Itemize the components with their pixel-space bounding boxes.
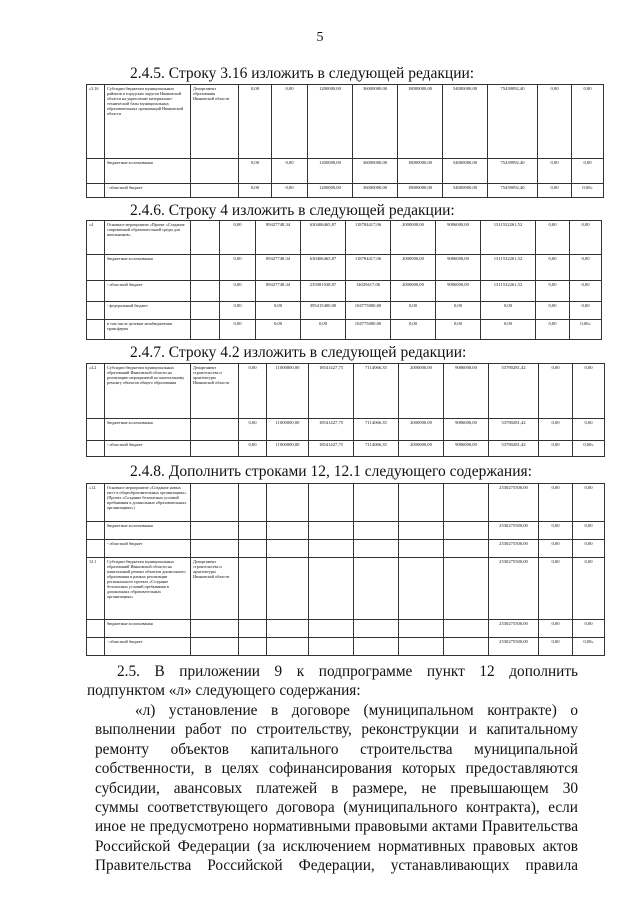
text-line: Российской Федерации (за исключением нормативных правовых актов <box>95 837 578 855</box>
cell-no <box>87 184 105 198</box>
cell-value: 2530275500,00 <box>489 638 539 656</box>
table-row <box>87 419 605 441</box>
cell-value: 0,00 <box>573 419 605 441</box>
cell-name: - областной бюджет <box>105 540 191 558</box>
cell-executor <box>191 540 239 558</box>
cell-value: 0,00 <box>220 281 256 302</box>
cell-value: 0,00 <box>391 320 436 340</box>
cell-value: 54000000,00 <box>443 159 488 184</box>
text-line: субсидии, авансовых платежей в размере, не превышающем 30 <box>95 779 578 797</box>
cell-value: 18000000,00 <box>398 85 443 159</box>
cell-value: 395415400,00 <box>301 302 346 320</box>
cell-value: 1200000,00 <box>308 184 353 198</box>
cell-no: «12. <box>87 484 105 522</box>
cell-no <box>87 540 105 558</box>
cell-value: 7114066,35 <box>354 441 399 457</box>
cell-value: 1311532261,52 <box>481 255 536 281</box>
cell-value: 89427748,34 <box>256 255 301 281</box>
table-rows-12 <box>86 483 605 656</box>
cell-value: 0,00» <box>570 320 602 340</box>
cell-value: 9086000,00 <box>444 419 489 441</box>
cell-name: бюджетные ассигнования <box>105 419 191 441</box>
cell-value: 0,00 <box>256 320 301 340</box>
cell-name: Субсидии бюджетам муниципальных образований Ивановской области на реализацию мероприятий по капитальному ремонту объектов общего образования <box>105 364 191 419</box>
cell-value: 53780281,42 <box>489 419 539 441</box>
cell-value: 630406465,87 <box>301 255 346 281</box>
cell-value: 2530275500,00 <box>489 558 539 620</box>
cell-value: 75439092,40 <box>488 85 538 159</box>
cell-value: 0,00 <box>573 364 605 419</box>
cell-value: 9086000,00 <box>444 441 489 457</box>
text-line: подпунктом «л» следующего содержания: <box>87 682 361 700</box>
cell-executor <box>191 184 239 198</box>
cell-value: 9086000,00 <box>444 364 489 419</box>
cell-executor <box>191 221 220 255</box>
cell-value: 14029417,06 <box>346 281 391 302</box>
cell-value: 0,00 <box>573 484 605 522</box>
cell-name: бюджетные ассигнования <box>105 255 191 281</box>
cell-no: 12.1 <box>87 558 105 620</box>
cell-value: 0,00 <box>239 441 267 457</box>
cell-name: Основное мероприятие «Создание новых мест в общеобразовательных организациях» (Проект «Создание безопасных условий пребывания в дошкольных образовательных организациях») <box>105 484 191 522</box>
cell-executor <box>191 159 239 184</box>
cell-name: - областной бюджет <box>105 281 191 302</box>
cell-value: 11000000,00 <box>267 364 309 419</box>
cell-value: 0,00 <box>539 364 573 419</box>
cell-value: 36000000,00 <box>353 85 398 159</box>
cell-no <box>87 159 105 184</box>
cell-executor <box>191 484 239 522</box>
page-number: 5 <box>316 30 324 45</box>
cell-value: 0,00 <box>436 302 481 320</box>
cell-value: 18000000,00 <box>398 184 443 198</box>
cell-no <box>87 281 105 302</box>
cell-executor <box>191 419 239 441</box>
cell-value: 0,00 <box>570 221 602 255</box>
cell-value: 0,00 <box>239 159 272 184</box>
text-line: ремонту объектов капитального строительства муниципальной <box>95 740 578 758</box>
cell-value: 0,00 <box>539 522 573 540</box>
cell-value: 235081038,87 <box>301 281 346 302</box>
text-line: 2.5. В приложении 9 к подпрограмме пункт 12 дополнить <box>117 663 578 680</box>
cell-value: 2000000,00 <box>391 221 436 255</box>
cell-executor <box>191 441 239 457</box>
cell-value: 18000000,00 <box>398 159 443 184</box>
table-row-3-16 <box>86 84 604 198</box>
cell-value: 0,00 <box>239 85 272 159</box>
cell-value: 0,00 <box>272 159 308 184</box>
cell-no <box>87 255 105 281</box>
cell-value: 1311532261,52 <box>481 221 536 255</box>
cell-value: 18541427,75 <box>309 419 354 441</box>
cell-name: Субсидии бюджетам муниципальных районов и городских округов Ивановской области на укрепление материально-технической базы муниципальных образовательных организаций Ивановской области <box>105 85 191 159</box>
cell-name: - областной бюджет <box>105 638 191 656</box>
cell-value: 0,00 <box>220 221 256 255</box>
cell-value: 0,00 <box>536 320 570 340</box>
cell-value: 0,00 <box>272 184 308 198</box>
cell-value: 0,00» <box>573 441 605 457</box>
text-line: выполнении работ по строительству, реконструкции и капитальному <box>95 721 578 739</box>
cell-value: 0,00 <box>539 540 573 558</box>
cell-value: 18541427,75 <box>309 364 354 419</box>
cell-name: бюджетные ассигнования <box>105 522 191 540</box>
cell-value: 0,00 <box>573 522 605 540</box>
cell-value: 0,00 <box>539 419 573 441</box>
cell-value: 9086000,00 <box>436 255 481 281</box>
cell-name: в том числе целевые межбюджетные трансферты <box>105 320 191 340</box>
cell-value: 0,00 <box>481 302 536 320</box>
table-row <box>87 281 602 302</box>
cell-value: 0,00 <box>539 558 573 620</box>
cell-value: 0,00» <box>573 638 605 656</box>
cell-no: «4.2 <box>87 364 105 419</box>
cell-no <box>87 320 105 340</box>
table-row <box>87 85 604 159</box>
table-row <box>87 441 605 457</box>
cell-no <box>87 419 105 441</box>
cell-value: 1200000,00 <box>308 159 353 184</box>
cell-value: 7114066,35 <box>354 364 399 419</box>
cell-value: 0,00 <box>536 221 570 255</box>
cell-name: - областной бюджет <box>105 441 191 457</box>
cell-value: 11000000,00 <box>267 441 309 457</box>
heading-2-4-7: 2.4.7. Строку 4.2 изложить в следующей редакции: <box>130 344 467 361</box>
cell-no <box>87 522 105 540</box>
cell-value: 0,00 <box>436 320 481 340</box>
cell-executor <box>191 255 220 281</box>
cell-value: 89427748,34 <box>256 281 301 302</box>
text-line: собственности, в целях софинансирования которых предоставляются <box>95 760 578 778</box>
cell-value: 2000000,00 <box>391 281 436 302</box>
table-row <box>87 620 605 638</box>
table-row <box>87 484 605 522</box>
cell-no <box>87 441 105 457</box>
cell-value: 0,00» <box>572 184 604 198</box>
cell-value: 0,00 <box>570 302 602 320</box>
table-row <box>87 540 605 558</box>
cell-value: 0,00 <box>573 558 605 620</box>
table-row <box>87 255 602 281</box>
heading-2-4-8: 2.4.8. Дополнить строками 12, 12.1 следующего содержания: <box>130 463 532 480</box>
cell-executor <box>191 638 239 656</box>
cell-value: 0,00 <box>539 638 573 656</box>
cell-value: 2000000,00 <box>399 364 444 419</box>
text-line: Правительства Российской Федерации, устанавливающих правила <box>95 857 578 875</box>
cell-value: 0,00 <box>256 302 301 320</box>
table-row <box>87 522 605 540</box>
cell-name: - областной бюджет <box>105 184 191 198</box>
table-row <box>87 159 604 184</box>
cell-value: 2530275500,00 <box>489 620 539 638</box>
cell-value: 0,00 <box>220 320 256 340</box>
cell-value: 0,00 <box>538 184 572 198</box>
cell-value: 118784417,06 <box>346 255 391 281</box>
cell-executor <box>191 320 220 340</box>
cell-value: 0,00 <box>573 620 605 638</box>
cell-value: 0,00 <box>481 320 536 340</box>
cell-value: 0,00 <box>573 540 605 558</box>
cell-value: 0,00 <box>239 419 267 441</box>
cell-value: 0,00 <box>538 85 572 159</box>
cell-value: 0,00 <box>220 255 256 281</box>
cell-value: 1311532261,52 <box>481 281 536 302</box>
cell-executor <box>191 620 239 638</box>
cell-value: 7114066,35 <box>354 419 399 441</box>
cell-value: 118784417,06 <box>346 221 391 255</box>
paragraph-subpoint-l <box>95 701 578 876</box>
paragraph-2-5 <box>87 662 578 701</box>
cell-no <box>87 638 105 656</box>
cell-value: 0,00 <box>570 255 602 281</box>
cell-value: 0,00 <box>570 281 602 302</box>
cell-value: 53780281,42 <box>489 441 539 457</box>
table-row <box>87 221 602 255</box>
text-line: иное не предусмотрено нормативными правовыми актами Правительства <box>95 818 578 836</box>
cell-value: 0,00 <box>301 320 346 340</box>
table-row-4-2 <box>86 363 605 457</box>
cell-value: 630406465,87 <box>301 221 346 255</box>
cell-name: бюджетные ассигнования <box>105 159 191 184</box>
cell-value: 75439092,40 <box>488 159 538 184</box>
cell-value: 9086000,00 <box>436 281 481 302</box>
cell-value: 0,00 <box>539 441 573 457</box>
cell-value: 53780281,42 <box>489 364 539 419</box>
table-row <box>87 364 605 419</box>
cell-value: 75439092,40 <box>488 184 538 198</box>
cell-value: 89427748,34 <box>256 221 301 255</box>
cell-name: бюджетные ассигнования <box>105 620 191 638</box>
table-row <box>87 558 605 620</box>
cell-value: 0,00 <box>239 184 272 198</box>
text-line: суммы соответствующего договора (муниципального контракта), если <box>95 798 578 816</box>
table-row <box>87 638 605 656</box>
cell-value: 0,00 <box>391 302 436 320</box>
cell-value: 0,00 <box>539 620 573 638</box>
heading-2-4-6: 2.4.6. Строку 4 изложить в следующей редакции: <box>130 202 455 219</box>
cell-value: 104775000,00 <box>346 302 391 320</box>
cell-value: 0,00 <box>572 85 604 159</box>
text-line: «л) установление в договоре (муниципальном контракте) о <box>135 702 578 719</box>
cell-value: 54000000,00 <box>443 184 488 198</box>
cell-name: - федеральный бюджет <box>105 302 191 320</box>
cell-value: 18541427,75 <box>309 441 354 457</box>
cell-name: Субсидии бюджетам муниципальных образований Ивановской области на капитальный ремонт объектов дошкольного образования в рамках реализации регионального проекта «Создание безопасных условий пребывания в дошкольных образовательных организациях» <box>105 558 191 620</box>
table-row <box>87 184 604 198</box>
cell-executor: Департамент образования Ивановской области <box>191 85 239 159</box>
cell-value: 0,00 <box>536 302 570 320</box>
cell-value: 36000000,00 <box>353 159 398 184</box>
cell-no <box>87 620 105 638</box>
table-row <box>87 320 602 340</box>
cell-no: «4 <box>87 221 105 255</box>
cell-value: 0,00 <box>572 159 604 184</box>
table-row-4 <box>86 220 602 340</box>
cell-value: 9086000,00 <box>436 221 481 255</box>
cell-value: 54000000,00 <box>443 85 488 159</box>
cell-value: 2530275500,00 <box>489 484 539 522</box>
cell-executor: Департамент строительства и архитектуры Ивановской области <box>191 558 239 620</box>
cell-value: 11000000,00 <box>267 419 309 441</box>
cell-value: 1200000,00 <box>308 85 353 159</box>
cell-value: 0,00 <box>539 484 573 522</box>
cell-name: Основное мероприятие «Проект «Создание современной образовательной среды для школьников» <box>105 221 191 255</box>
cell-value: 0,00 <box>536 255 570 281</box>
cell-executor: Департамент строительства и архитектуры Ивановской области <box>191 364 239 419</box>
cell-no <box>87 302 105 320</box>
cell-executor <box>191 302 220 320</box>
cell-value: 2530275500,00 <box>489 522 539 540</box>
cell-value: 2000000,00 <box>391 255 436 281</box>
cell-value: 0,00 <box>536 281 570 302</box>
cell-value: 104775000,00 <box>346 320 391 340</box>
heading-2-4-5: 2.4.5. Строку 3.16 изложить в следующей редакции: <box>130 65 475 82</box>
cell-value: 36000000,00 <box>353 184 398 198</box>
cell-value: 0,00 <box>239 364 267 419</box>
cell-value: 0,00 <box>272 85 308 159</box>
cell-value: 0,00 <box>220 302 256 320</box>
cell-value: 0,00 <box>538 159 572 184</box>
cell-executor <box>191 522 239 540</box>
cell-executor <box>191 281 220 302</box>
cell-value: 2530275500,00 <box>489 540 539 558</box>
cell-value: 2000000,00 <box>399 441 444 457</box>
table-row <box>87 302 602 320</box>
cell-value: 2000000,00 <box>399 419 444 441</box>
cell-no: «3.16 <box>87 85 105 159</box>
